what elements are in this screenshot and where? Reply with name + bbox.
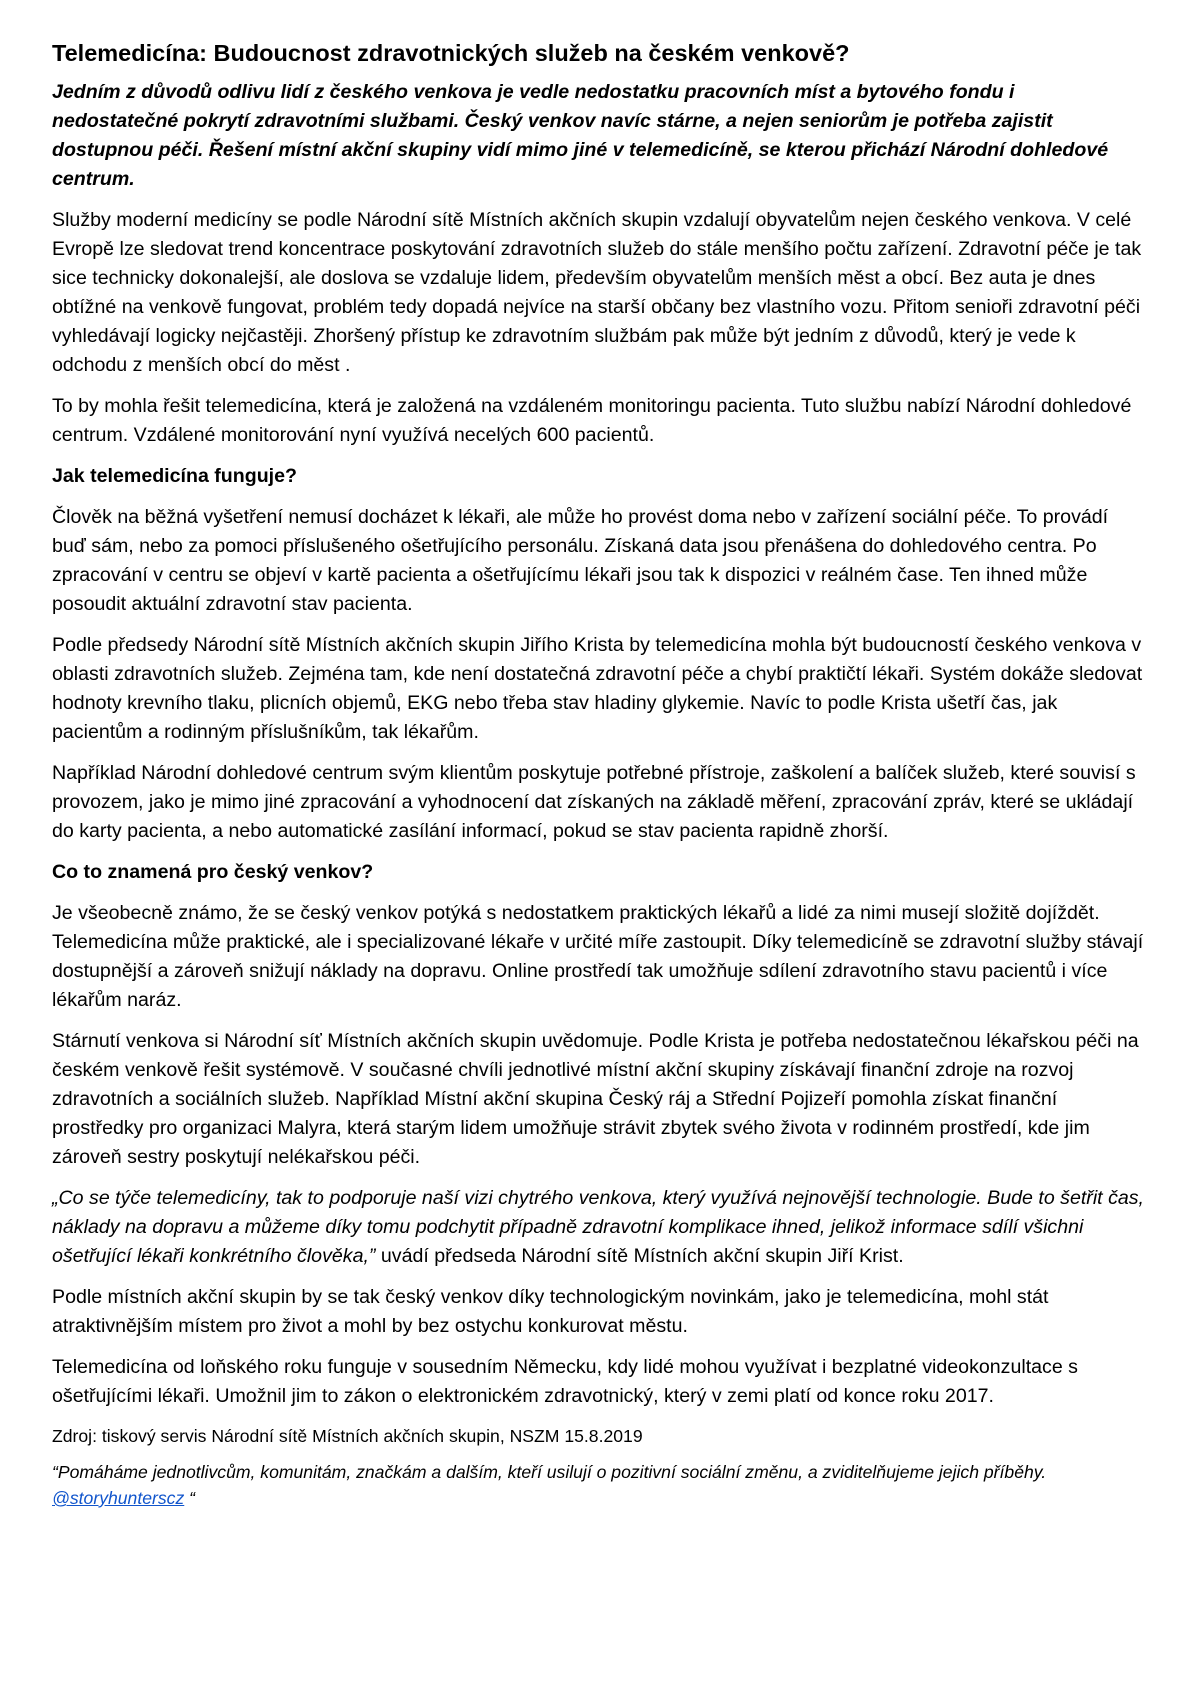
paragraph-4: Podle předsedy Národní sítě Místních akčních skupin Jiřího Krista by telemedicína mohla být budoucností českého venkova v oblasti zdravotních služeb. Zejména tam, kde není dostatečná zdravotní péče a chybí praktičtí lékaři. Systém dokáže sledovat hodnoty krevního tlaku, plicních objemů, EKG nebo třeba stav hladiny glykemie. Navíc to podle Krista ušetří čas, jak pacientům a rodinným příslušníkům, tak lékařům. xyxy=(52,634,1143,743)
paragraph-5: Například Národní dohledové centrum svým klientům poskytuje potřebné přístroje, zaškolení a balíček služeb, které souvisí s provozem, jako je mimo jiné zpracování a vyhodnocení dat získaných na základě měření, zpracování zpráv, které se ukládají do karty pacienta, a nebo automatické zasílání informací, pokud se stav pacienta rapidně zhorší. xyxy=(52,762,1136,842)
footer-quote-text: “Pomáháme jednotlivcům, komunitám, značkám a dalším, kteří usilují o pozitivní sociální změnu, a zviditelňujeme jejich příběhy. xyxy=(52,1462,1047,1482)
heading-countryside: Co to znamená pro český venkov? xyxy=(52,861,374,883)
source-line: Zdroj: tiskový servis Národní sítě Místních akčních skupin, NSZM 15.8.2019 xyxy=(52,1426,643,1446)
article-title: Telemedicína: Budoucnost zdravotnických služeb na českém venkově? xyxy=(52,40,850,66)
footer-quote-closing: “ xyxy=(184,1488,196,1508)
paragraph-1: Služby moderní medicíny se podle Národní sítě Místních akčních skupin vzdalují obyvatelům nejen českého venkova. V celé Evropě lze sledovat trend koncentrace poskytování zdravotních služeb do stále menšího počtu zařízení. Zdravotní péče je tak sice technicky dokonalejší, ale doslova se vzdaluje lidem, především obyvatelům menších měst a obcí. Bez auta je dnes obtížné na venkově fungovat, problém tedy dopadá nejvíce na starší občany bez vlastního vozu. Přitom senioři zdravotní péči vyhledávají logicky nejčastěji. Zhoršený přístup ke zdravotním službám pak může být jedním z důvodů, který je vede k odchodu z menších obcí do měst . xyxy=(52,209,1142,376)
heading-how-it-works: Jak telemedicína funguje? xyxy=(52,465,297,487)
footer-quote xyxy=(52,1459,1144,1511)
paragraph-2: To by mohla řešit telemedicína, která je založená na vzdáleném monitoringu pacienta. Tuto službu nabízí Národní dohledové centrum. Vzdálené monitorování nyní využívá necelých 600 pacientů. xyxy=(52,395,1132,446)
quote-attribution: uvádí předseda Národní sítě Místních akční skupin Jiří Krist. xyxy=(375,1245,904,1267)
article-lead: Jedním z důvodů odlivu lidí z českého venkova je vedle nedostatku pracovních míst a bytového fondu i nedostatečné pokrytí zdravotními službami. Český venkov navíc stárne, a nejen seniorům je potřeba zajistit dostupnou péči. Řešení místní akční skupiny vidí mimo jiné v telemedicíně, se kterou přichází Národní dohledové centrum. xyxy=(52,81,1109,190)
paragraph-3: Člověk na běžná vyšetření nemusí docházet k lékaři, ale může ho provést doma nebo v zařízení sociální péče. To provádí buď sám, nebo za pomoci příslušeného ošetřujícího personálu. Získaná data jsou přenášena do dohledového centra. Po zpracování v centru se objeví v kartě pacienta a ošetřujícímu lékaři jsou tak k dispozici v reálném čase. Ten ihned může posoudit aktuální zdravotní stav pacienta. xyxy=(52,506,1109,615)
quote-paragraph xyxy=(52,1184,1144,1271)
storyhunters-link[interactable]: @storyhunterscz xyxy=(52,1488,185,1508)
paragraph-6: Je všeobecně známo, že se český venkov potýká s nedostatkem praktických lékařů a lidé za nimi musejí složitě dojíždět. Telemedicína může praktické, ale i specializované lékaře v určité míře zastoupit. Díky telemedicíně se zdravotní služby stávají dostupnější a zároveň snižují náklady na dopravu. Online prostředí tak umožňuje sdílení zdravotního stavu pacientů i více lékařům naráz. xyxy=(52,902,1144,1011)
paragraph-7: Stárnutí venkova si Národní síť Místních akčních skupin uvědomuje. Podle Krista je potřeba nedostatečnou lékařskou péči na českém venkově řešit systémově. V současné chvíli jednotlivé místní akční skupiny získávají finanční zdroje na rozvoj zdravotních a sociálních služeb. Například Místní akční skupina Český ráj a Střední Pojizeří pomohla získat finanční prostředky pro organizaci Malyra, která starým lidem umožňuje strávit zbytek svého života v rodinném prostředí, kde jim zároveň sestry poskytují nelékařskou péči. xyxy=(52,1030,1139,1168)
paragraph-9: Telemedicína od loňského roku funguje v sousedním Německu, kdy lidé mohou využívat i bezplatné videokonzultace s ošetřujícími lékaři. Umožnil jim to zákon o elektronickém zdravotnický, který v zemi platí od konce roku 2017. xyxy=(52,1356,1078,1407)
paragraph-8: Podle místních akční skupin by se tak český venkov díky technologickým novinkám, jako je telemedicína, mohl stát atraktivnějším místem pro život a mohl by bez ostychu konkurovat městu. xyxy=(52,1286,1049,1337)
quote-text: „Co se týče telemedicíny, tak to podporuje naší vizi chytrého venkova, který využívá nejnovější technologie. Bude to šetřit čas, náklady na dopravu a můžeme díky tomu podchytit případně zdravotní komplikace ihned, jelikož informace sdílí všichni ošetřující lékaři konkrétního člověka,” xyxy=(52,1187,1144,1267)
